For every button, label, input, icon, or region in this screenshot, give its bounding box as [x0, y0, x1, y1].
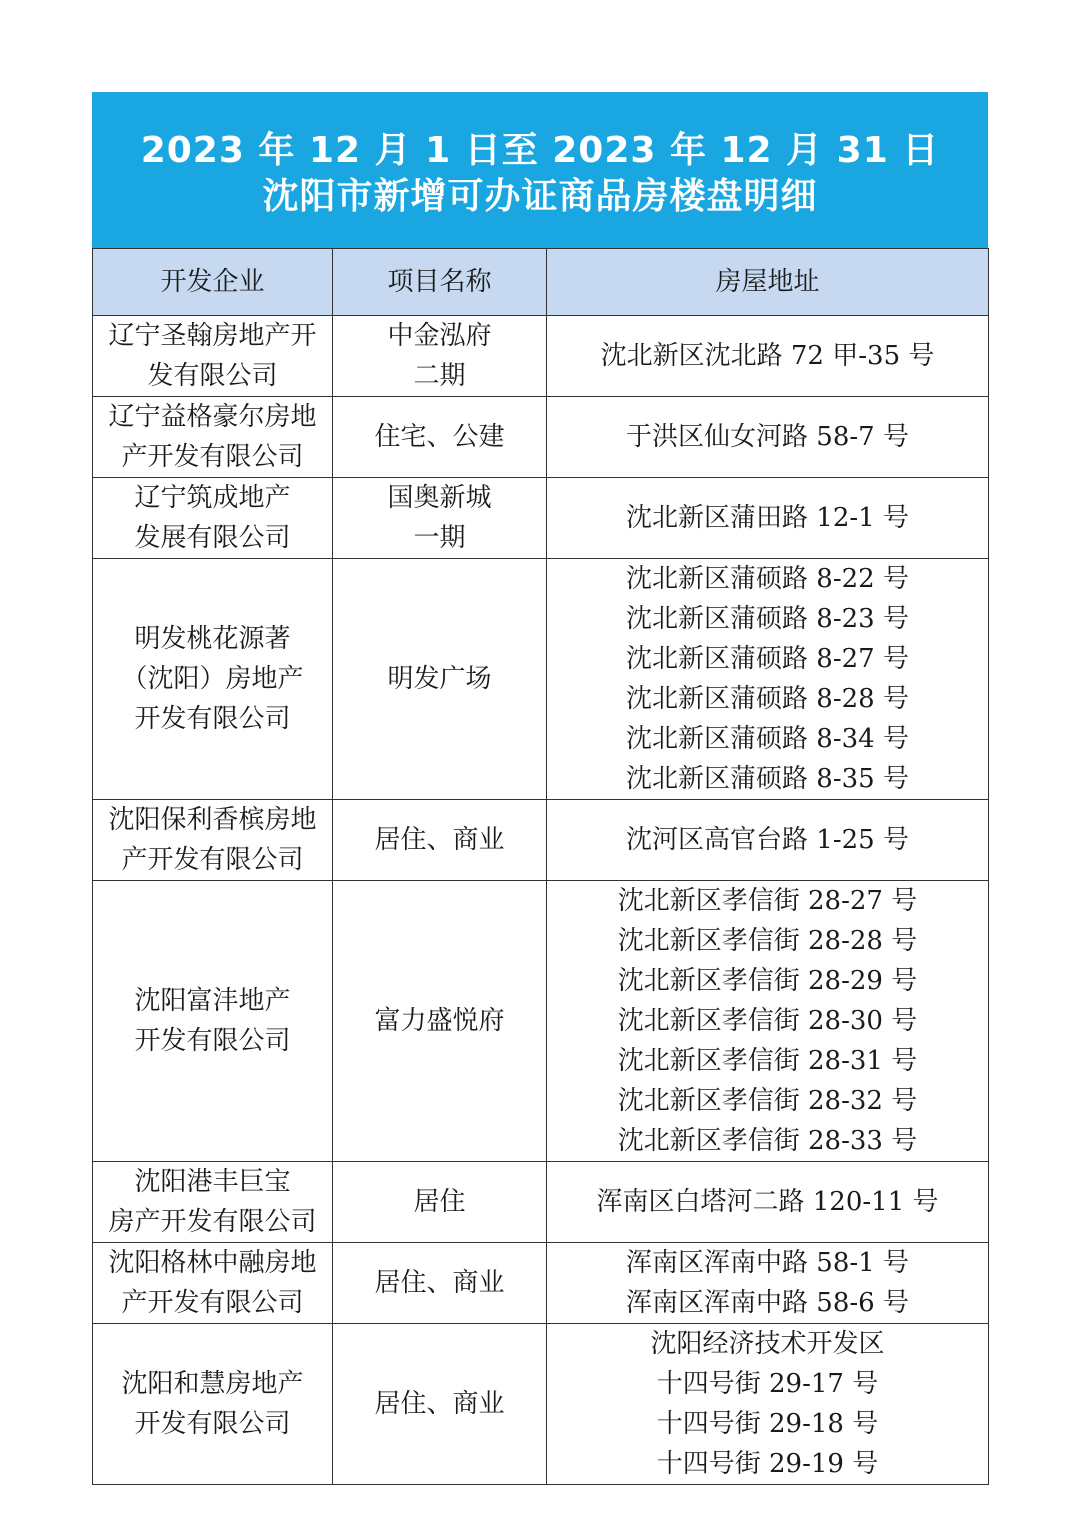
address-line: 十四号街 29-19 号 [656, 1449, 879, 1479]
address-cell [547, 800, 989, 881]
address-line: 沈北新区蒲硕路 8-35 号 [626, 764, 909, 794]
developer-name-line: 房产开发有限公司 [108, 1207, 317, 1237]
developer-name-line: 产开发有限公司 [121, 1288, 304, 1318]
property-listing-table [92, 248, 989, 1485]
developer-name-line: 产开发有限公司 [121, 845, 304, 875]
address-cell [547, 316, 989, 397]
address-cell [547, 1243, 989, 1324]
table-row [93, 1162, 989, 1243]
developer-name-line: 沈阳和慧房地产 [121, 1369, 304, 1399]
project-name-line: 中金泓府 [387, 321, 492, 351]
developer-name-line: 开发有限公司 [134, 1409, 291, 1439]
address-cell [547, 1162, 989, 1243]
developer-name-line: 沈阳保利香槟房地 [108, 805, 317, 835]
address-cell [547, 559, 989, 800]
table-row [93, 881, 989, 1162]
project-name-line: 国奥新城 [387, 483, 492, 513]
developer-cell [93, 881, 333, 1162]
table-row [93, 800, 989, 881]
table-row [93, 478, 989, 559]
project-name-line: 一期 [413, 523, 466, 553]
address-line: 十四号街 29-18 号 [656, 1409, 879, 1439]
developer-name-line: 辽宁益格豪尔房地 [108, 402, 317, 432]
project-name-line: 居住、商业 [374, 1268, 505, 1298]
project-cell [333, 800, 547, 881]
developer-name-line: 沈阳富沣地产 [134, 986, 291, 1016]
address-line: 沈北新区孝信街 28-28 号 [617, 926, 918, 956]
header-developer: 开发企业 [93, 249, 333, 316]
address-line: 沈北新区蒲硕路 8-23 号 [626, 604, 909, 634]
address-line: 沈阳经济技术开发区 [650, 1329, 885, 1359]
address-cell [547, 881, 989, 1162]
developer-name-line: 辽宁圣翰房地产开 [108, 321, 317, 351]
address-line: 浑南区白塔河二路 120-11 号 [596, 1187, 939, 1217]
project-name-line: 住宅、公建 [374, 422, 505, 452]
address-line: 十四号街 29-17 号 [656, 1369, 879, 1399]
header-project-name: 项目名称 [333, 249, 547, 316]
table-header-row [93, 249, 989, 316]
project-name-line: 富力盛悦府 [374, 1006, 505, 1036]
project-name-line: 居住、商业 [374, 825, 505, 855]
developer-name-line: 产开发有限公司 [121, 442, 304, 472]
project-name-line: 二期 [413, 361, 466, 391]
address-line: 浑南区浑南中路 58-6 号 [626, 1288, 909, 1318]
table-row [93, 559, 989, 800]
address-line: 沈北新区孝信街 28-31 号 [617, 1046, 918, 1076]
address-line: 沈北新区孝信街 28-33 号 [617, 1126, 918, 1156]
title-date-range: 2023 年 12 月 1 日至 2023 年 12 月 31 日 [140, 130, 940, 171]
table-row [93, 316, 989, 397]
developer-cell [93, 1162, 333, 1243]
address-line: 沈北新区蒲硕路 8-22 号 [626, 564, 909, 594]
address-line: 沈北新区蒲硕路 8-34 号 [626, 724, 909, 754]
developer-name-line: 发展有限公司 [134, 523, 291, 553]
address-line: 沈北新区孝信街 28-30 号 [617, 1006, 918, 1036]
developer-name-line: 沈阳港丰巨宝 [134, 1167, 291, 1197]
project-cell [333, 478, 547, 559]
developer-name-line: 辽宁筑成地产 [134, 483, 291, 513]
address-line: 沈北新区沈北路 72 甲-35 号 [600, 341, 935, 371]
title-subject: 沈阳市新增可办证商品房楼盘明细 [262, 176, 818, 217]
developer-name-line: 发有限公司 [147, 361, 278, 391]
address-line: 沈北新区孝信街 28-32 号 [617, 1086, 918, 1116]
table-row [93, 1243, 989, 1324]
table-row [93, 397, 989, 478]
project-name-line: 明发广场 [387, 664, 492, 694]
title-banner [92, 92, 988, 248]
developer-cell [93, 800, 333, 881]
developer-cell [93, 316, 333, 397]
project-cell [333, 316, 547, 397]
address-line: 沈北新区孝信街 28-27 号 [617, 886, 918, 916]
address-line: 沈河区高官台路 1-25 号 [626, 825, 909, 855]
project-name-line: 居住 [413, 1187, 466, 1217]
developer-name-line: 开发有限公司 [134, 1026, 291, 1056]
project-cell [333, 1324, 547, 1485]
address-cell [547, 397, 989, 478]
developer-name-line: 开发有限公司 [134, 704, 291, 734]
developer-name-line: 明发桃花源著 [134, 624, 291, 654]
developer-cell [93, 559, 333, 800]
project-cell [333, 559, 547, 800]
project-cell [333, 397, 547, 478]
address-line: 沈北新区蒲硕路 8-28 号 [626, 684, 909, 714]
developer-cell [93, 1243, 333, 1324]
address-cell [547, 1324, 989, 1485]
table-row [93, 1324, 989, 1485]
project-cell [333, 1243, 547, 1324]
header-address: 房屋地址 [547, 249, 989, 316]
address-cell [547, 478, 989, 559]
project-name-line: 居住、商业 [374, 1389, 505, 1419]
developer-name-line: 沈阳格林中融房地 [108, 1248, 317, 1278]
developer-cell [93, 478, 333, 559]
developer-cell [93, 397, 333, 478]
developer-name-line: （沈阳）房地产 [121, 664, 304, 694]
address-line: 沈北新区蒲硕路 8-27 号 [626, 644, 909, 674]
address-line: 浑南区浑南中路 58-1 号 [626, 1248, 909, 1278]
address-line: 沈北新区孝信街 28-29 号 [617, 966, 918, 996]
project-cell [333, 1162, 547, 1243]
project-cell [333, 881, 547, 1162]
address-line: 沈北新区蒲田路 12-1 号 [626, 503, 909, 533]
address-line: 于洪区仙女河路 58-7 号 [626, 422, 909, 452]
developer-cell [93, 1324, 333, 1485]
